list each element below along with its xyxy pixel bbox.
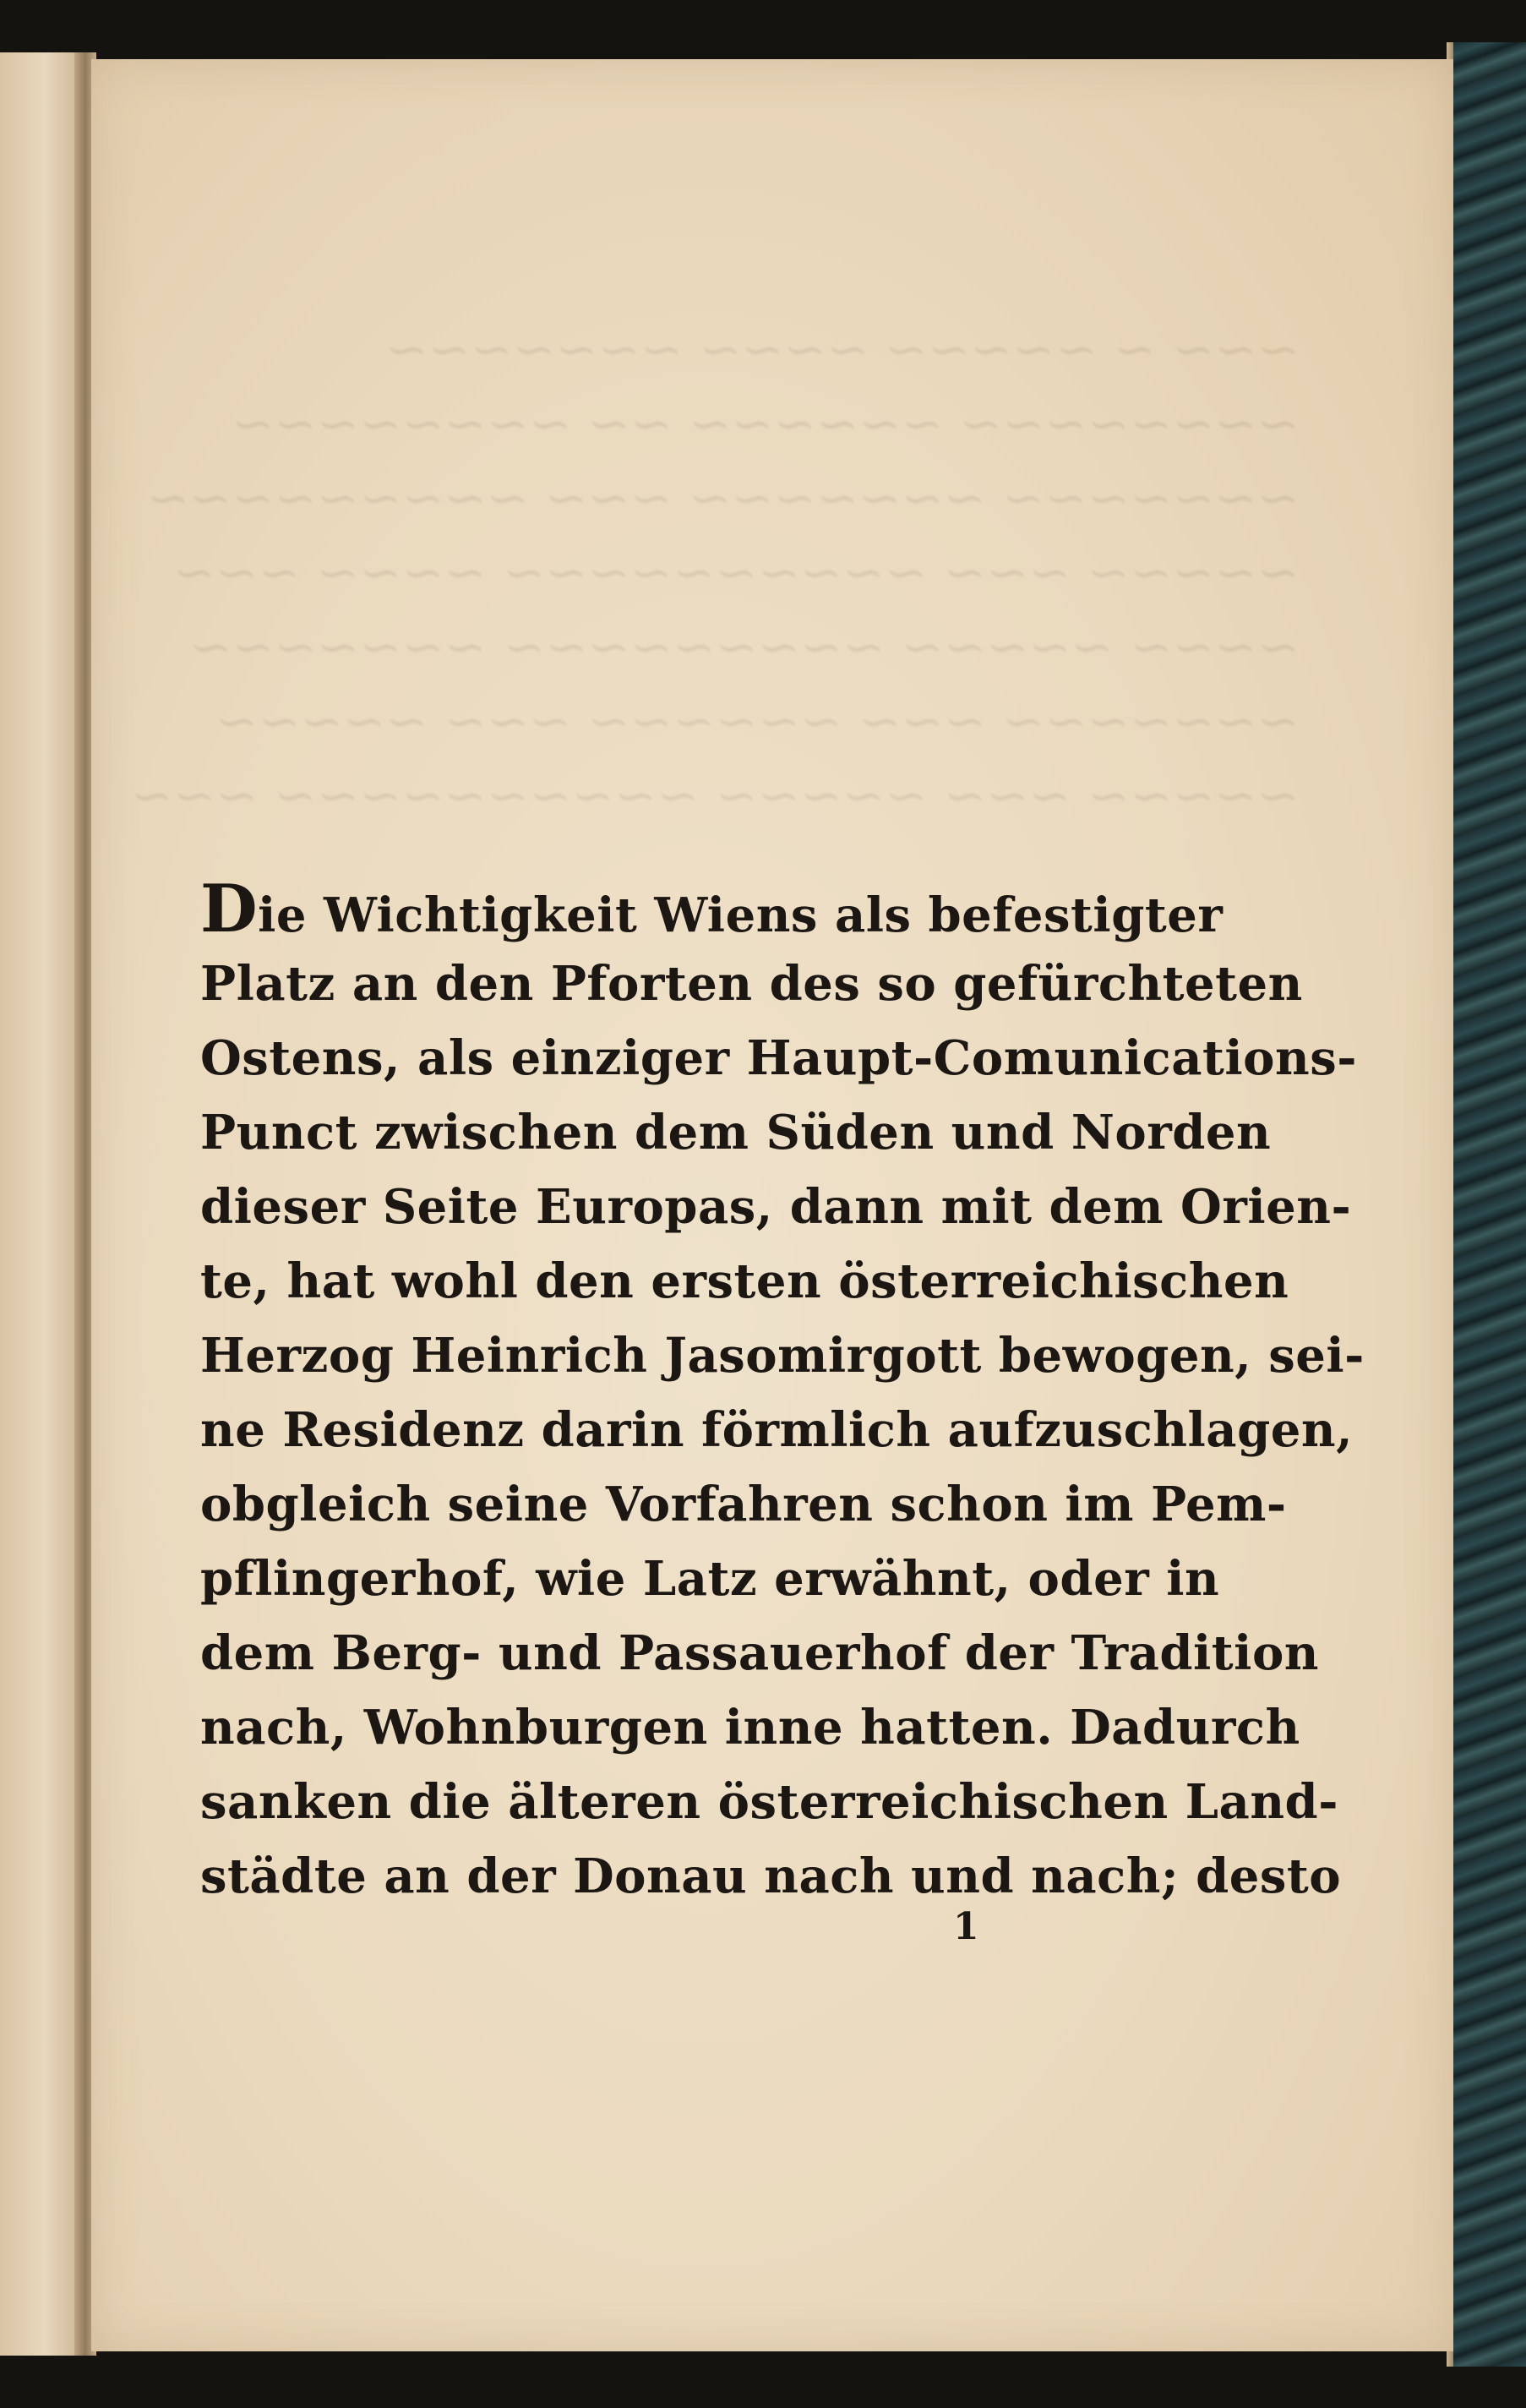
page-number: 1 bbox=[953, 1905, 979, 1948]
text-line-1 bbox=[200, 871, 1224, 947]
text-line-7: Herzog Heinrich Jasomirgott bewogen, sei- bbox=[200, 1328, 1365, 1384]
text-line-8: ne Residenz darin förmlich aufzuschlagen, bbox=[200, 1402, 1354, 1458]
text-line-6: te, hat wohl den ersten österreichischen bbox=[200, 1253, 1289, 1309]
marbled-cover-edge bbox=[1453, 42, 1526, 2367]
text-line-13: sanken die älteren österreichischen Land- bbox=[200, 1774, 1338, 1830]
reverse-side-bleed-through: ~~~ ~ ~~~~~ ~~~~ ~~~~~~~ ~~~~~~~~ ~~~~~~ ~~ ~~~~~~~~ ~~~~~~~ ~~~~~~~ ~~~ ~~~~~~~~~ ~~~~~ ~~~ ~~~~~~~~~~ ~~~~ ~~~ ~~~~ ~~~~~ ~~~~~~~~~ ~~~~~~~ ~~~~~~~ ~~~ ~~~~~~ ~~~ ~~~~~ ~~~~~ ~~~ ~~~~~ ~~~~~~~~~~ ~~~ bbox=[130, 320, 1300, 826]
previous-page-edge bbox=[0, 52, 81, 2356]
first-line-rest: ie Wichtigkeit Wiens als befestigter bbox=[258, 887, 1224, 943]
text-line-4: Punct zwischen dem Süden und Norden bbox=[200, 1105, 1272, 1160]
text-line-11: dem Berg- und Passauerhof der Tradition bbox=[200, 1625, 1320, 1681]
text-line-14: städte an der Donau nach und nach; desto bbox=[200, 1848, 1342, 1904]
text-line-12: nach, Wohnburgen inne hatten. Dadurch bbox=[200, 1700, 1300, 1755]
text-line-2: Platz an den Pforten des so gefürchteten bbox=[200, 956, 1303, 1012]
initial-letter: D bbox=[200, 871, 259, 947]
text-line-3: Ostens, als einziger Haupt-Comunications- bbox=[200, 1030, 1358, 1086]
body-text bbox=[200, 871, 1365, 1914]
text-line-9: obgleich seine Vorfahren schon im Pem- bbox=[200, 1477, 1287, 1532]
text-line-5: dieser Seite Europas, dann mit dem Orien- bbox=[200, 1179, 1352, 1235]
text-line-10: pflingerhof, wie Latz erwähnt, oder in bbox=[200, 1551, 1220, 1607]
